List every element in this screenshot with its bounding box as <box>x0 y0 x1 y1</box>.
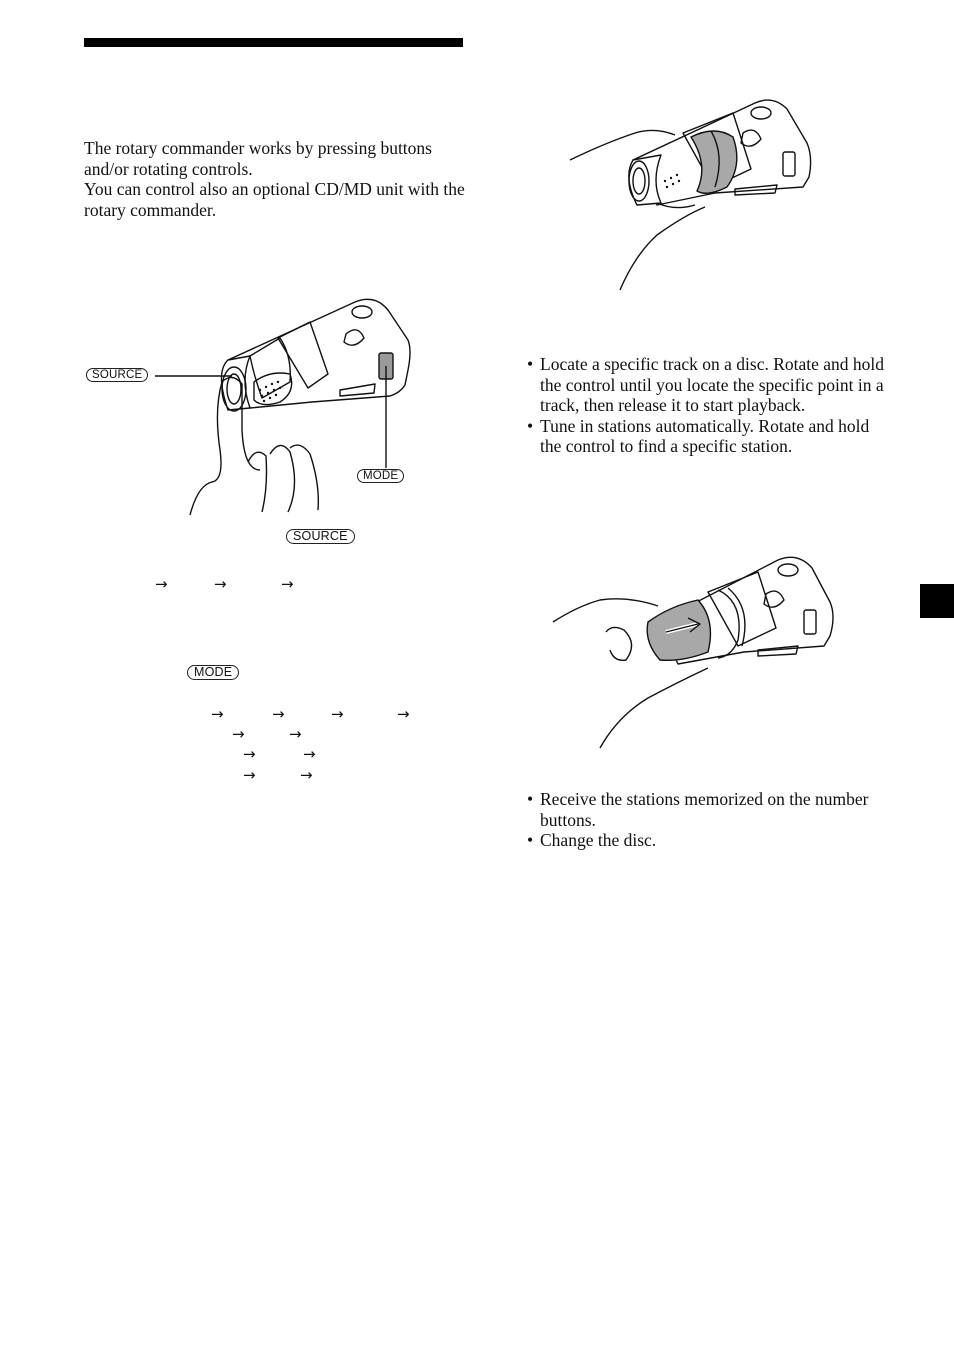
source-sequence-arrow: → <box>281 575 294 593</box>
bullet-text: Receive the stations memorized on the number buttons. <box>540 789 869 830</box>
list-item <box>527 830 887 851</box>
intro-line-2: You can control also an optional CD/MD unit with the rotary commander. <box>84 179 465 220</box>
bullet-glyph: • <box>527 789 534 809</box>
push-rotate-bullet-list <box>527 789 887 851</box>
list-item <box>527 354 887 416</box>
mode-sequence-arrow: → <box>272 705 285 723</box>
intro-line-1: The rotary commander works by pressing buttons and/or rotating controls. <box>84 138 432 179</box>
source-sequence-arrow: → <box>155 575 168 593</box>
illustration-mode-button-label: MODE <box>357 469 404 483</box>
mode-sequence-arrow: → <box>243 745 256 763</box>
header-rule <box>84 38 463 47</box>
mode-sequence-arrow: → <box>397 705 410 723</box>
rotary-commander-push-rotate-illustration <box>548 550 838 750</box>
section-tab-marker <box>920 584 954 618</box>
rotary-commander-rotate-illustration <box>565 95 820 295</box>
source-button-label: SOURCE <box>286 529 355 544</box>
bullet-text: Locate a specific track on a disc. Rotate and hold the control until you locate the specific point in a track, then release it to start playback. <box>540 354 885 416</box>
mode-button-label: MODE <box>187 665 239 680</box>
source-sequence-arrow: → <box>214 575 227 593</box>
bullet-glyph: • <box>527 830 534 851</box>
list-item <box>527 789 887 830</box>
mode-sequence-arrow: → <box>331 705 344 723</box>
mode-sequence-arrow: → <box>289 725 302 743</box>
bullet-glyph: • <box>527 354 534 374</box>
mode-sequence-arrow: → <box>300 766 313 784</box>
mode-sequence-arrow: → <box>243 766 256 784</box>
rotate-bullet-list <box>527 354 887 457</box>
mode-sequence-arrow: → <box>211 705 224 723</box>
bullet-text: Change the disc. <box>540 830 657 851</box>
mode-sequence-arrow: → <box>303 745 316 763</box>
illustration-source-button-label: SOURCE <box>86 368 148 382</box>
bullet-glyph: • <box>527 415 534 436</box>
list-item <box>527 416 887 457</box>
mode-sequence-arrow: → <box>232 725 245 743</box>
intro-text <box>84 138 474 220</box>
bullet-text: Tune in stations automatically. Rotate and hold the control to find a specific station. <box>540 415 870 457</box>
